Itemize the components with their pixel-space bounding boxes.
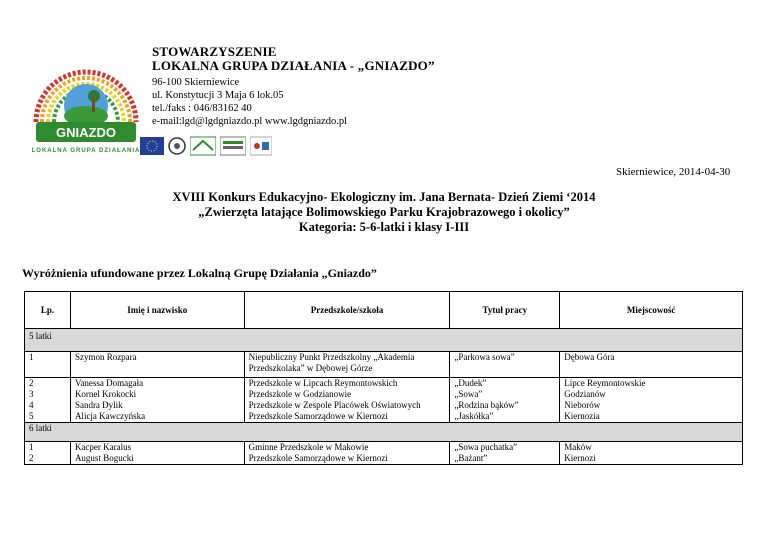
logo-text: GNIAZDO <box>56 125 116 140</box>
lp-value: 2 <box>29 453 34 463</box>
table-row-group <box>25 442 743 465</box>
school-value: Przedszkole w Lipcach Reymontowskich <box>248 378 398 388</box>
place-value: Kiernozi <box>564 453 596 463</box>
place-value: Maków <box>564 442 592 452</box>
cell-name-group <box>70 442 244 465</box>
col-header-lp: Lp. <box>25 292 71 329</box>
name-value: August Bogucki <box>74 453 134 463</box>
name-value: Alicja Kawczyńska <box>74 411 146 421</box>
address-line: 96-100 Skierniewice <box>152 77 240 88</box>
cell-place-group <box>560 442 743 465</box>
headline-category: Kategoria: 5-6-latki i klasy I-III <box>298 220 470 234</box>
title-value: „Bażant” <box>454 453 488 463</box>
section-row-5latki <box>25 329 743 352</box>
eu-flag-icon <box>140 136 164 156</box>
col-header-title: Tytuł pracy <box>450 292 560 329</box>
school-value: Przedszkole Samorządowe w Kiernozi <box>248 411 388 421</box>
place-value: Kiernozia <box>564 411 600 421</box>
school-value: Przedszkole Samorządowe w Kiernozi <box>248 453 388 463</box>
logo-subtext: LOKALNA GRUPA DZIAŁANIA <box>31 148 141 154</box>
cell-place-group <box>560 378 743 423</box>
title-value: „Dudek” <box>454 378 487 388</box>
lp-value: 3 <box>29 389 34 399</box>
name-value: Vanessa Domagała <box>74 378 144 388</box>
cell-lp: 1 <box>25 352 71 378</box>
place-value: Nieborów <box>564 400 601 410</box>
prow-logo-icon <box>220 136 246 156</box>
cell-school: Niepubliczny Punkt Przedszkolny „Akademia Przedszkolaka” w Dębowej Górze <box>244 352 450 378</box>
lp-value: 1 <box>29 442 34 452</box>
col-header-name: Imię i nazwisko <box>70 292 244 329</box>
cell-title-group <box>450 442 560 465</box>
region-logo-icon <box>250 136 272 156</box>
title-value: „Rodzina bąków” <box>454 400 519 410</box>
cell-school-group <box>244 442 450 465</box>
table-header-row <box>25 292 743 329</box>
cell-name: Szymon Rozpara <box>70 352 244 378</box>
section-label: 5 latki <box>25 329 743 352</box>
table-row-group <box>25 378 743 423</box>
lp-value: 5 <box>29 411 34 421</box>
name-value: Sandra Dylik <box>74 400 123 410</box>
headline-line2: „Zwierzęta latające Bolimowskiego Parku Krajobrazowego i okolicy” <box>198 205 570 219</box>
title-value: „Sowa” <box>454 389 483 399</box>
title-value: „Sowa puchatka” <box>454 442 518 452</box>
lp-value: 2 <box>29 378 34 388</box>
title-value: „Jaskółka” <box>454 411 494 421</box>
org-address <box>152 76 347 128</box>
lp-value: 4 <box>29 400 34 410</box>
col-header-school: Przedszkole/szkoła <box>244 292 450 329</box>
cell-school-group <box>244 378 450 423</box>
gniazdo-logo <box>30 48 142 160</box>
cell-lp-group <box>25 378 71 423</box>
place-value: Godzianów <box>564 389 606 399</box>
table-row <box>25 352 743 378</box>
awards-table <box>24 291 743 465</box>
document-date: Skierniewice, 2014-04-30 <box>616 166 731 178</box>
ministry-logo-icon <box>168 136 186 156</box>
cell-title: „Parkowa sowa” <box>450 352 560 378</box>
col-header-place: Miejscowość <box>560 292 743 329</box>
address-line: tel./faks : 046/83162 40 <box>152 103 252 114</box>
leader-logo-icon <box>190 136 216 156</box>
headline-line1: XVIII Konkurs Edukacyjno- Ekologiczny im. Jana Bernata- Dzień Ziemi ‘2014 <box>172 190 596 204</box>
address-line: ul. Konstytucji 3 Maja 6 lok.05 <box>152 90 284 101</box>
cell-lp-group <box>25 442 71 465</box>
place-value: Lipce Reymontowskie <box>564 378 646 388</box>
cell-name-group <box>70 378 244 423</box>
org-title <box>152 45 435 73</box>
address-line: e-mail:lgd@lgdgniazdo.pl www.lgdgniazdo.pl <box>152 116 348 127</box>
org-title-line1: STOWARZYSZENIE <box>152 44 277 59</box>
name-value: Kornel Krokocki <box>74 389 137 399</box>
name-value: Kacper Karalus <box>74 442 132 452</box>
school-value: Gminne Przedszkole w Makowie <box>248 442 369 452</box>
org-title-line2: LOKALNA GRUPA DZIAŁANIA - „GNIAZDO” <box>152 58 435 73</box>
cell-title-group <box>450 378 560 423</box>
school-value: Przedszkole w Godzianowie <box>248 389 352 399</box>
section-row-6latki <box>25 423 743 442</box>
cell-place: Dębowa Góra <box>560 352 743 378</box>
funding-logos <box>140 135 272 157</box>
section-label: 6 latki <box>25 423 743 442</box>
school-value: Przedszkole w Zespole Placówek Oświatowych <box>248 400 421 410</box>
section-subtitle: Wyróżnienia ufundowane przez Lokalną Grupę Działania „Gniazdo” <box>22 266 377 280</box>
